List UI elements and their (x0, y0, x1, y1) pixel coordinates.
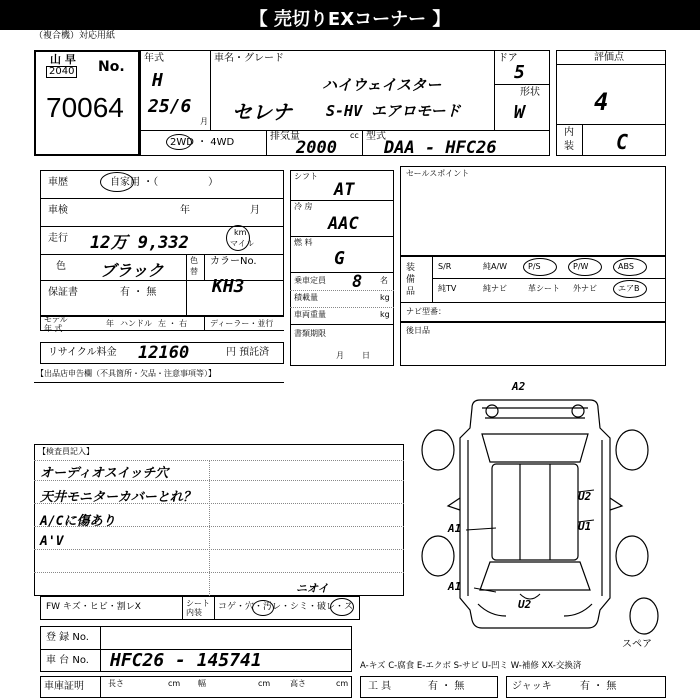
capacity-label: 乗車定員 (294, 276, 326, 285)
history-options: 自家用 ・（ ） (110, 177, 219, 188)
site-code: 2040 (46, 66, 77, 78)
interior-label-1: 内 (564, 127, 574, 138)
shape-label: 形状 (520, 87, 540, 98)
car-name-value: セレナ (232, 100, 292, 124)
no-label: No. (98, 59, 125, 75)
equipment-label: 装備品 (406, 263, 416, 297)
score-label: 評価点 (594, 52, 624, 63)
equip-row2-3: 外ナビ (573, 284, 597, 293)
displacement-label: 排気量 (270, 131, 300, 142)
tools-options: 有 ・ 無 (428, 681, 465, 692)
model-year-unit: 年 (106, 319, 114, 328)
doors-value: 5 (514, 62, 525, 83)
capacity-unit: 名 (380, 276, 388, 285)
history-circle (100, 172, 134, 192)
recycle-value: 12160 (138, 343, 190, 363)
chassis-value: HFC26 - 145741 (110, 650, 262, 671)
notes-block (400, 322, 666, 366)
mileage-label: 走行 (48, 233, 68, 244)
cert-part-1: cm (168, 679, 181, 688)
handle-label: ハンドル (120, 319, 152, 328)
color-no-value: KH3 (212, 276, 245, 297)
tools-label: 工 具 (368, 681, 392, 692)
inspector-label: 【検査員記入】 (38, 447, 94, 456)
model-year-label-2: 年 式 (44, 324, 63, 333)
interior-label-2: 装 (564, 141, 574, 152)
multi-machine-note: （複合機）対応用紙 (34, 31, 116, 41)
color-label: 色 (56, 261, 66, 272)
diagram-label-top: A2 (512, 380, 526, 393)
drive-options: 2WD ・ 4WD (170, 137, 235, 148)
inspector-note-4: A'V (40, 534, 64, 549)
model-year-label-1: モデル (44, 315, 68, 324)
reg-label: 登 録 No. (46, 632, 89, 643)
legend-text: A-キズ C-腐食 E-エクボ S-サビ U-凹ミ W-補修 XX-交換済 (360, 661, 582, 671)
capacity-value: 8 (352, 272, 363, 292)
inspection-label: 車検 (48, 205, 68, 216)
sales-point-block (400, 166, 666, 256)
nav-label: ナビ型番： (406, 307, 446, 316)
diagram-label-u2-bottom: U2 (518, 598, 532, 611)
ac-value: AAC (328, 214, 359, 234)
seat-label: シート内装 (186, 599, 210, 617)
name-label: 車名・グレード (214, 53, 284, 64)
equip-row1-circle-4 (613, 258, 647, 276)
cert-part-0: 長さ (108, 679, 124, 688)
recycle-unit: 円 預託済 (226, 347, 270, 358)
equip-row2-2: 革シート (528, 284, 560, 293)
color-value: ブラック (100, 261, 164, 280)
warranty-label: 保証書 (48, 287, 78, 298)
cert-part-2: 幅 (198, 679, 206, 688)
equip-row2-circle-4 (613, 280, 647, 298)
equip-row1-circle-2 (523, 258, 557, 276)
cert-label: 車庫証明 (44, 681, 84, 692)
inspection-month-unit: 月 (250, 205, 260, 216)
shape-value: W (514, 102, 525, 123)
weight-label: 車両重量 (294, 310, 326, 319)
inspector-note-2: 天井モニターカバーとれ？ (40, 490, 196, 505)
color-change-label-2: 替 (190, 267, 198, 276)
load-label: 積載量 (294, 293, 318, 302)
equip-row1-2: P/S (528, 262, 541, 271)
grade-value-2: S-HV エアロモード (326, 102, 461, 120)
mileage-value: 12万 9,332 (90, 233, 189, 253)
diagram-label-u1-right: U1 (578, 520, 592, 533)
docs-unit: 月日 (336, 351, 388, 360)
equip-row1-3: P/W (573, 262, 589, 271)
equip-row2-4: エアB (618, 284, 640, 293)
history-label: 車歴 (48, 177, 68, 188)
seat-hand-note: ニオイ (296, 582, 329, 595)
equip-row2-0: 純TV (438, 284, 457, 293)
vehicle-damage-diagram (410, 378, 670, 648)
interior-value: C (616, 130, 629, 154)
inspector-note-1: オーディオスイッチ穴 (40, 466, 169, 481)
era-value: H (152, 70, 163, 91)
color-no-label: カラーNo. (210, 256, 257, 267)
model-label: 型式 (366, 131, 386, 142)
equip-row1-0: S/R (438, 262, 452, 271)
weight-unit: kg (380, 310, 390, 319)
handle-options: 左 ・ 右 (158, 319, 188, 328)
docs-label: 書類期限 (294, 329, 326, 338)
cert-part-3: cm (258, 679, 271, 688)
displacement-value: 2000 (296, 138, 337, 158)
equip-row1-1: 純A/W (483, 262, 508, 271)
inspector-note-3: A/Cに傷あり (40, 514, 116, 529)
seat-code-circle-1 (252, 600, 274, 616)
equip-row1-circle-3 (568, 258, 602, 276)
color-change-label-1: 色 (190, 256, 198, 265)
damage-code-label: FW キズ・ヒビ・割レX (46, 602, 141, 612)
dealer-label: ディーラー・並行 (210, 319, 274, 328)
fuel-label: 燃 料 (294, 238, 313, 247)
fuel-value: G (334, 248, 345, 269)
jack-options: 有 ・ 無 (580, 681, 617, 692)
grade-value-1: ハイウェイスター (322, 76, 442, 94)
diagram-label-a1-left: A1 (448, 522, 462, 535)
year-month-value: 25/6 (148, 96, 192, 117)
model-value: DAA - HFC26 (384, 138, 497, 158)
shift-label: シフト (294, 172, 318, 181)
chassis-label: 車 台 No. (46, 655, 89, 666)
warranty-options: 有 ・ 無 (120, 287, 157, 298)
equip-row1-4: ABS (618, 262, 634, 271)
jack-label: ジャッキ (512, 681, 552, 692)
mileage-unit-mile: マイル (230, 239, 254, 248)
score-value: 4 (594, 88, 609, 116)
door-label: ドア (498, 53, 518, 64)
month-unit: 月 (200, 117, 208, 126)
year-label: 年式 (144, 53, 164, 64)
seat-codes: コゲ・穴・汚レ・シミ・破レ・ス (218, 602, 354, 612)
equip-row2-1: 純ナビ (483, 284, 507, 293)
shift-value: AT (334, 180, 355, 200)
spare-label: スペア (622, 639, 652, 650)
exhibitor-label: 【出品店申告欄（不具箇所・欠品・注意事項等）】 (36, 369, 216, 378)
mileage-unit-km: km (234, 228, 247, 237)
cc-unit: cc (350, 131, 359, 140)
ac-label: 冷 房 (294, 202, 313, 211)
drive-circle (166, 134, 192, 150)
banner-title: 【 売切りEXコーナー 】 (249, 9, 451, 30)
site-label: 山 早 (50, 53, 76, 66)
load-unit: kg (380, 293, 390, 302)
cert-part-4: 高さ (290, 679, 306, 688)
cert-part-5: cm (336, 679, 349, 688)
mileage-circle (226, 225, 250, 251)
diagram-label-u2-right: U2 (578, 490, 592, 503)
seat-code-circle-2 (330, 598, 354, 616)
recycle-label: リサイクル料金 (48, 347, 117, 358)
sales-point-label: セールスポイント (406, 169, 470, 178)
inspection-year-unit: 年 (180, 205, 190, 216)
notes-label: 後日品 (406, 326, 430, 335)
lot-number: 70064 (46, 92, 124, 123)
diagram-label-a1-left-2: A1 (448, 580, 462, 593)
